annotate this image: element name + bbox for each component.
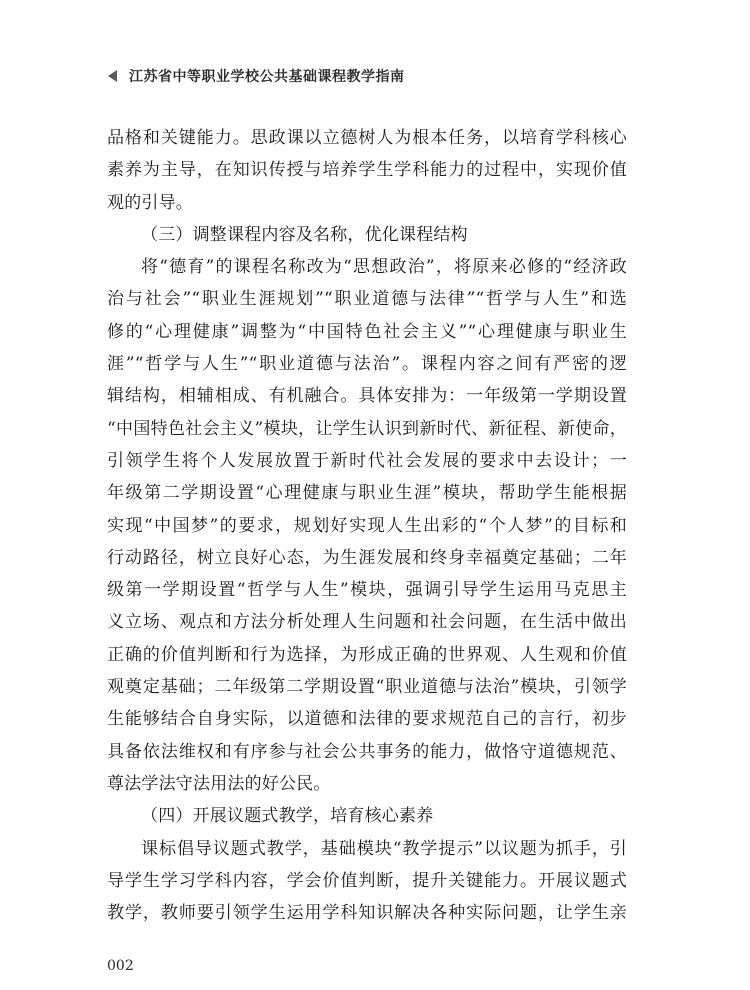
body-line: 生能够结合自身实际，以道德和法律的要求规范自己的言行，初步 <box>107 709 627 730</box>
body-line: 具备依法维权和有序参与社会公共事务的能力，做恪守道德规范、 <box>107 741 627 762</box>
body-line: 观的引导。 <box>107 192 193 213</box>
body-line: 义立场、观点和方法分析处理人生问题和社会问题，在生活中做出 <box>107 612 627 633</box>
triangle-marker-icon <box>108 70 117 82</box>
running-header-title: 江苏省中等职业学校公共基础课程教学指南 <box>129 69 405 85</box>
body-line: 辑结构，相辅相成、有机融合。具体安排为：一年级第一学期设置 <box>107 386 627 407</box>
body-text <box>107 122 627 929</box>
body-line: 行动路径，树立良好心态，为生涯发展和终身幸福奠定基础；二年 <box>107 547 627 568</box>
body-line: 课标倡导议题式教学，基础模块“教学提示”以议题为抓手，引 <box>141 838 627 859</box>
body-line: 实现“中国梦”的要求，规划好实现人生出彩的“个人梦”的目标和 <box>107 515 627 536</box>
body-line: 素养为主导，在知识传授与培养学生学科能力的过程中，实现价值 <box>107 160 627 181</box>
page-number: 002 <box>107 958 134 974</box>
body-line: 引领学生将个人发展放置于新时代社会发展的要求中去设计；一 <box>107 450 627 471</box>
body-line: 将“德育”的课程名称改为“思想政治”，将原来必修的“经济政 <box>141 257 627 278</box>
body-line: 修的“心理健康”调整为“中国特色社会主义”“心理健康与职业生 <box>107 321 627 342</box>
section-heading-4: （四）开展议题式教学，培育核心素养 <box>141 806 434 827</box>
body-line: 治与社会”“职业生涯规划”“职业道德与法律”“哲学与人生”和选 <box>107 289 627 310</box>
section-heading-3: （三）调整课程内容及名称，优化课程结构 <box>141 224 468 245</box>
body-line: 导学生学习学科内容，学会价值判断，提升关键能力。开展议题式 <box>107 870 627 891</box>
body-line: 正确的价值判断和行为选择，为形成正确的世界观、人生观和价值 <box>107 644 627 665</box>
running-header <box>108 64 405 88</box>
body-line: 教学，教师要引领学生运用学科知识解决各种实际问题，让学生亲 <box>107 903 627 924</box>
body-line: 涯”“哲学与人生”“职业道德与法治”。课程内容之间有严密的逻 <box>107 354 627 375</box>
body-line: 尊法学法守法用法的好公民。 <box>107 773 331 794</box>
body-line: “中国特色社会主义”模块，让学生认识到新时代、新征程、新使命， <box>107 418 627 439</box>
body-line: 品格和关键能力。思政课以立德树人为根本任务，以培育学科核心 <box>107 128 627 148</box>
body-line: 年级第二学期设置“心理健康与职业生涯”模块，帮助学生能根据 <box>107 483 627 504</box>
body-line: 观奠定基础；二年级第二学期设置“职业道德与法治”模块，引领学 <box>107 677 627 698</box>
body-line: 级第一学期设置“哲学与人生”模块，强调引导学生运用马克思主 <box>107 580 627 601</box>
